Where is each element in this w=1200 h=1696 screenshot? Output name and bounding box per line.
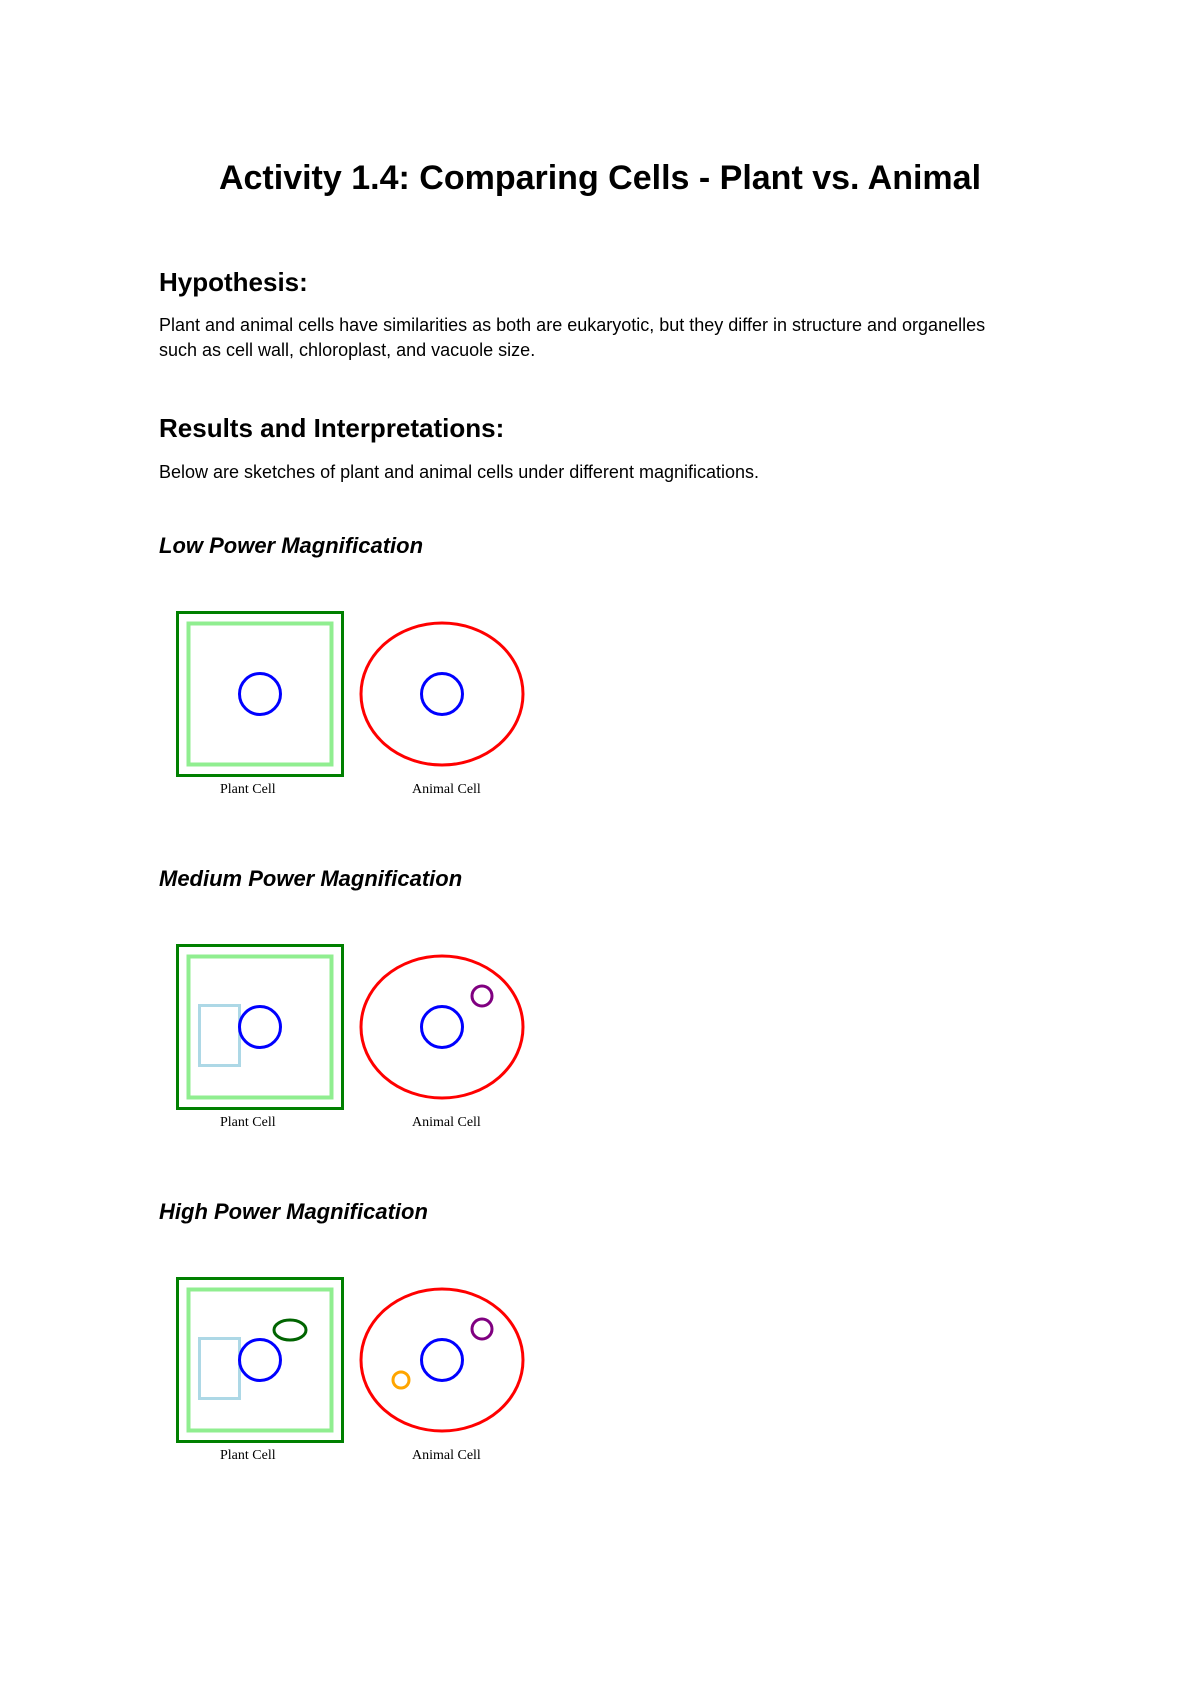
medium-power-sketch	[170, 933, 540, 1143]
animal-organelle-purple	[472, 1319, 492, 1339]
plant-cell-label: Plant Cell	[220, 1448, 276, 1463]
results-intro: Below are sketches of plant and animal cells under different magnifications.	[159, 462, 760, 482]
hypothesis-heading: Hypothesis:	[159, 267, 308, 297]
animal-nucleus	[422, 674, 463, 715]
page-title: Activity 1.4: Comparing Cells - Plant vs. Animal	[218, 159, 982, 197]
plant-cell-label: Plant Cell	[220, 782, 276, 797]
plant-cell-wall	[178, 613, 343, 776]
low-power-sketch	[170, 600, 540, 810]
animal-cell-membrane	[361, 1289, 523, 1431]
plant-cell-membrane	[189, 1290, 332, 1431]
animal-organelle-orange	[393, 1372, 409, 1388]
hypothesis-text: Plant and animal cells have similarities as both are eukaryotic, but they differ in structure and organelles such as cell wall, chloroplast, and vacuole size.	[159, 315, 986, 360]
plant-cell-wall	[178, 1279, 343, 1442]
plant-chloroplast	[274, 1320, 306, 1340]
animal-organelle-purple	[472, 986, 492, 1006]
animal-cell-label: Animal Cell	[412, 1448, 481, 1463]
animal-cell-membrane	[361, 956, 523, 1098]
plant-cell-wall	[178, 946, 343, 1109]
animal-cell-label: Animal Cell	[412, 782, 481, 797]
plant-cell-membrane	[189, 624, 332, 765]
plant-vacuole	[200, 1006, 240, 1066]
plant-cell-label: Plant Cell	[220, 1115, 276, 1130]
medium-power-heading: Medium Power Magnification	[159, 866, 463, 891]
low-power-heading: Low Power Magnification	[159, 533, 424, 558]
plant-nucleus	[240, 674, 281, 715]
animal-nucleus	[422, 1007, 463, 1048]
results-heading: Results and Interpretations:	[159, 413, 505, 443]
animal-nucleus	[422, 1340, 463, 1381]
high-power-figure	[170, 1266, 540, 1476]
plant-cell-membrane	[189, 957, 332, 1098]
animal-cell-label: Animal Cell	[412, 1115, 481, 1130]
animal-cell-membrane	[361, 623, 523, 765]
high-power-sketch	[170, 1266, 540, 1476]
plant-nucleus	[240, 1340, 281, 1381]
low-power-figure	[170, 600, 540, 810]
high-power-heading: High Power Magnification	[159, 1199, 428, 1224]
plant-vacuole	[200, 1339, 240, 1399]
medium-power-figure	[170, 933, 540, 1143]
plant-nucleus	[240, 1007, 281, 1048]
